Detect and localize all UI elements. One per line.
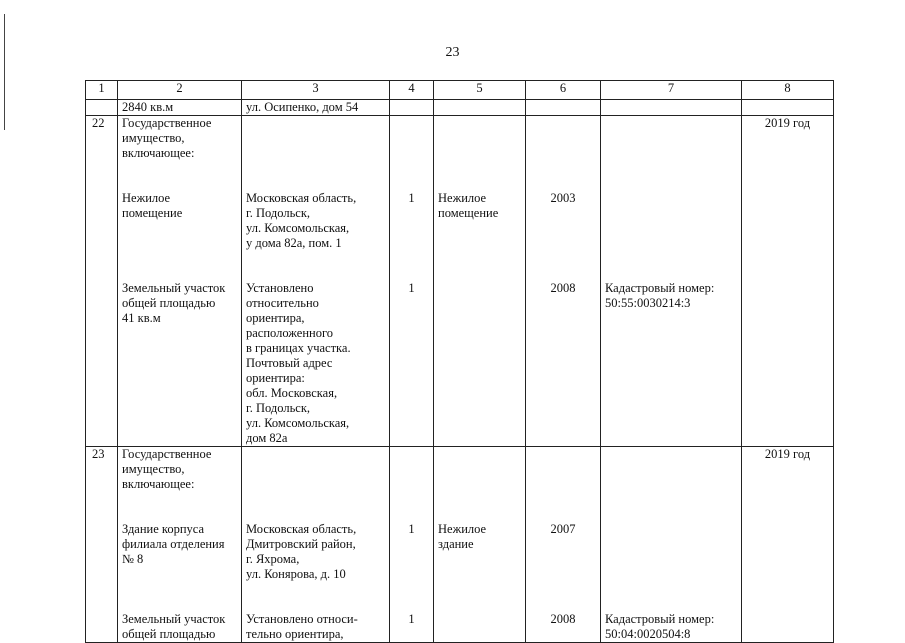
- cadastral-number: 50:04:0020504:8: [605, 627, 691, 641]
- quantity-cell: [390, 447, 434, 643]
- item-year-built: 2007: [550, 522, 576, 536]
- column-header: 7: [601, 81, 742, 100]
- item-address: г. Подольск,: [246, 401, 311, 415]
- address-cell: [242, 447, 390, 643]
- item-type: Нежилое: [438, 522, 487, 536]
- year-built-cell: [526, 447, 601, 643]
- item-address: относительно: [246, 296, 319, 310]
- item-address: ул. Комсомольская,: [246, 221, 350, 235]
- item-address: ориентира,: [246, 311, 305, 325]
- item-name: помещение: [122, 206, 183, 220]
- item-quantity: 1: [408, 522, 415, 536]
- item-address: Московская область,: [246, 522, 357, 536]
- object-type-cell: [434, 447, 526, 643]
- item-name: Здание корпуса: [122, 522, 205, 536]
- item-name: Земельный участок: [122, 612, 226, 626]
- table-row: [86, 116, 834, 447]
- item-address: Установлено: [246, 281, 314, 295]
- property-table: [85, 80, 834, 643]
- item-address: Дмитровский район,: [246, 537, 356, 551]
- item-type: Нежилое: [438, 191, 487, 205]
- continued-row: [86, 100, 834, 116]
- record-number: 22: [86, 116, 118, 447]
- item-quantity: 1: [408, 191, 415, 205]
- column-header: 5: [434, 81, 526, 100]
- continued-name: 2840 кв.м: [118, 100, 242, 116]
- item-address: ул. Комсомольская,: [246, 416, 350, 430]
- item-name: Земельный участок: [122, 281, 226, 295]
- binding-margin-line: [4, 14, 5, 130]
- item-address: Установлено относи-: [246, 612, 358, 626]
- item-name: филиала отделения: [122, 537, 225, 551]
- item-address: Почтовый адрес: [246, 356, 333, 370]
- group-label: имущество,: [122, 462, 185, 476]
- item-year-built: 2008: [550, 281, 576, 295]
- item-name: общей площадью: [122, 296, 216, 310]
- item-address: Московская область,: [246, 191, 357, 205]
- page-number: 23: [445, 45, 460, 60]
- item-address: ул. Конярова, д. 10: [246, 567, 346, 581]
- group-label: Государственное: [122, 116, 212, 130]
- group-label: имущество,: [122, 131, 185, 145]
- table-row: [86, 447, 834, 643]
- item-type: здание: [438, 537, 474, 551]
- object-name-cell: [118, 447, 242, 643]
- item-address: расположенного: [246, 326, 334, 340]
- continued-address: ул. Осипенко, дом 54: [242, 100, 390, 116]
- inclusion-year: 2019 год: [742, 116, 834, 447]
- column-header: 1: [86, 81, 118, 100]
- item-address: тельно ориентира,: [246, 627, 344, 641]
- column-header: 3: [242, 81, 390, 100]
- item-name: общей площадью: [122, 627, 216, 641]
- year-built-cell: [526, 116, 601, 447]
- group-label: включающее:: [122, 146, 195, 160]
- inclusion-year: 2019 год: [742, 447, 834, 643]
- item-quantity: 1: [408, 612, 415, 626]
- item-year-built: 2003: [550, 191, 576, 205]
- item-address: дом 82а: [246, 431, 288, 445]
- group-label: Государственное: [122, 447, 212, 461]
- object-type-cell: [434, 116, 526, 447]
- item-address: в границах участка.: [246, 341, 351, 355]
- column-header: 6: [526, 81, 601, 100]
- address-cell: [242, 116, 390, 447]
- note-cell: [601, 447, 742, 643]
- object-name-cell: [118, 116, 242, 447]
- item-address: г. Яхрома,: [246, 552, 300, 566]
- record-number: 23: [86, 447, 118, 643]
- quantity-cell: [390, 116, 434, 447]
- note-cell: [601, 116, 742, 447]
- cadastral-number: 50:55:0030214:3: [605, 296, 691, 310]
- item-quantity: 1: [408, 281, 415, 295]
- column-number-row: [86, 81, 834, 100]
- item-year-built: 2008: [550, 612, 576, 626]
- item-name: 41 кв.м: [122, 311, 161, 325]
- column-header: 8: [742, 81, 834, 100]
- item-name: Нежилое: [122, 191, 171, 205]
- column-header: 4: [390, 81, 434, 100]
- item-address: обл. Московская,: [246, 386, 338, 400]
- item-address: г. Подольск,: [246, 206, 311, 220]
- column-header: 2: [118, 81, 242, 100]
- cadastral-number: Кадастровый номер:: [605, 612, 715, 626]
- item-name: № 8: [122, 552, 144, 566]
- item-address: ориентира:: [246, 371, 305, 385]
- group-label: включающее:: [122, 477, 195, 491]
- item-type: помещение: [438, 206, 499, 220]
- item-address: у дома 82а, пом. 1: [246, 236, 342, 250]
- cadastral-number: Кадастровый номер:: [605, 281, 715, 295]
